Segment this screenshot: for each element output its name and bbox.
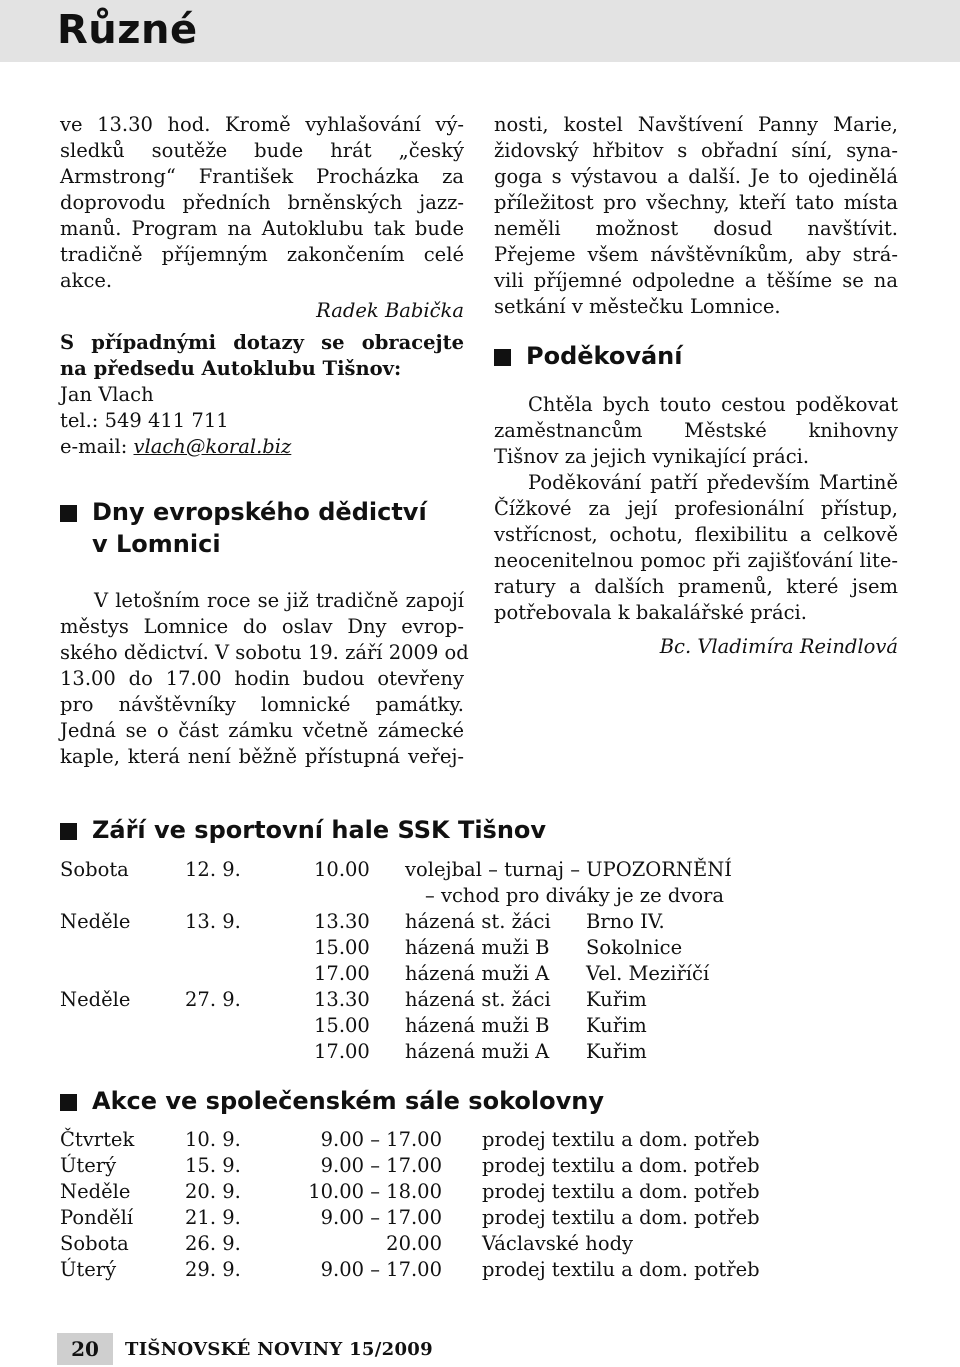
contact-tel: tel.: 549 411 711 <box>60 409 229 432</box>
contact-line: S případnými dotazy se obracejte <box>60 331 464 354</box>
page-number: 20 <box>57 1333 113 1365</box>
schedule-date: 10. 9. <box>185 1128 241 1151</box>
schedule-event: prodej textilu a dom. potřeb <box>482 1154 760 1177</box>
schedule-time <box>310 883 405 909</box>
table-row <box>60 857 766 883</box>
schedule-opponent: Kuřim <box>586 1040 647 1063</box>
schedule-date: 29. 9. <box>185 1258 241 1281</box>
schedule-time: 9.00 – 17.00 <box>320 1128 442 1151</box>
schedule-event: házená muži A <box>405 1040 550 1063</box>
contact-email-link[interactable]: vlach@koral.biz <box>133 435 292 458</box>
table-row <box>60 935 766 961</box>
schedule-time: 15.00 <box>314 936 370 959</box>
continuation-line: neměli možnost dosud navštívit. <box>494 217 898 240</box>
thanks-line: Chtěla bych touto cestou poděkovat <box>528 393 898 416</box>
thanks-line: Tišnov za jejich vynikající práci. <box>494 445 810 468</box>
article-line: doprovodu předních brněnských jazz- <box>60 191 464 214</box>
schedule-date: 15. 9. <box>185 1154 241 1177</box>
heritage-article <box>60 588 469 770</box>
continuation-line: židovský hřbitov s obřadní síní, syna- <box>494 139 898 162</box>
continuation-line: setkání v městečku Lomnice. <box>494 295 781 318</box>
heritage-line: Jedná se o část zámku včetně zámecké <box>60 719 464 742</box>
page-footer <box>57 1333 433 1365</box>
thanks-line: ratury a dalších pramenů, které jsem <box>494 575 898 598</box>
schedule-date <box>185 961 310 987</box>
schedule-spacer <box>442 1205 482 1231</box>
schedule-date <box>185 883 310 909</box>
schedule-spacer <box>442 1179 482 1205</box>
article-line: manů. Program na Autoklubu tak bude <box>60 217 464 240</box>
table-row <box>60 1179 782 1205</box>
table-row <box>60 1205 782 1231</box>
thanks-line: neocenitelnou pomoc při zajišťování lite- <box>494 549 898 572</box>
sport-schedule-table <box>60 857 766 1065</box>
thanks-heading <box>494 340 898 372</box>
heading-bullet-square <box>60 505 77 522</box>
contact-name: Jan Vlach <box>60 383 154 406</box>
schedule-day <box>60 883 185 909</box>
schedule-event: házená muži A <box>405 962 550 985</box>
schedule-day: Pondělí <box>60 1206 134 1229</box>
contact-email-line <box>60 434 464 460</box>
heritage-heading-line: Dny evropského dědictví <box>92 498 427 526</box>
schedule-spacer <box>442 1257 482 1283</box>
right-column <box>494 112 898 660</box>
thanks-line: Čížkové za její profesionální přístup, <box>494 497 898 520</box>
heading-bullet-square <box>494 349 511 366</box>
schedule-event: prodej textilu a dom. potřeb <box>482 1206 760 1229</box>
schedule-date: 26. 9. <box>185 1232 241 1255</box>
table-row <box>60 1039 766 1065</box>
schedule-date <box>185 1039 310 1065</box>
schedule-time: 15.00 <box>314 1014 370 1037</box>
article-line: Armstrong“ František Procházka za <box>60 165 464 188</box>
hall-heading-text: Akce ve společenském sále sokolovny <box>92 1087 604 1115</box>
thanks-article <box>494 392 898 660</box>
thanks-signature: Bc. Vladimíra Reindlová <box>659 635 898 658</box>
contact-email-label: e-mail: <box>60 435 134 458</box>
schedule-event: volejbal – turnaj – UPOZORNĚNÍ <box>405 858 732 881</box>
schedule-event: házená muži B <box>405 936 550 959</box>
heritage-line: pro návštěvníky lomnické památky. <box>60 693 464 716</box>
schedule-event: prodej textilu a dom. potřeb <box>482 1258 760 1281</box>
article-author: Radek Babička <box>316 299 464 322</box>
sport-heading <box>60 814 546 846</box>
thanks-line: vstřícnost, ochotu, flexibilitu a celkově <box>494 523 898 546</box>
thanks-line: potřebovala k bakalářské práci. <box>494 601 807 624</box>
heritage-continuation <box>494 112 898 320</box>
schedule-date: 13. 9. <box>185 910 241 933</box>
schedule-opponent: Kuřim <box>586 1014 647 1037</box>
heading-bullet-square <box>60 823 77 840</box>
heritage-line: 13.00 do 17.00 hodin budou otevřeny <box>60 667 464 690</box>
schedule-day: Neděle <box>60 988 131 1011</box>
schedule-time: 17.00 <box>314 1040 370 1063</box>
heritage-heading-line: v Lomnici <box>92 530 221 558</box>
thanks-line: zaměstnancům Městské knihovny <box>494 419 898 442</box>
table-row <box>60 1231 782 1257</box>
schedule-day: Sobota <box>60 858 129 881</box>
schedule-time: 9.00 – 17.00 <box>320 1154 442 1177</box>
schedule-date <box>185 1013 310 1039</box>
schedule-event: házená muži B <box>405 1014 550 1037</box>
schedule-day: Úterý <box>60 1154 117 1177</box>
schedule-event: – vchod pro diváky je ze dvora <box>425 884 724 907</box>
hall-heading <box>60 1085 604 1117</box>
schedule-spacer <box>442 1153 482 1179</box>
heritage-line: ského dědictví. V sobotu 19. září 2009 od <box>60 641 469 664</box>
schedule-event: házená st. žáci <box>405 988 551 1011</box>
schedule-day <box>60 1039 185 1065</box>
heritage-heading <box>60 496 464 560</box>
table-row <box>60 883 766 909</box>
article-line: tradičně příjemným zakončením celé <box>60 243 464 266</box>
schedule-time: 20.00 <box>386 1232 442 1255</box>
continuation-line: goga s výstavou a další. Je to ojedinělá <box>494 165 898 188</box>
autoklub-article <box>60 112 464 324</box>
heritage-line: V letošním roce se již tradičně zapojí <box>94 589 464 612</box>
schedule-time: 13.30 <box>314 988 370 1011</box>
continuation-line: příležitost pro všechny, kteří tato místa <box>494 191 898 214</box>
publication-name: TIŠNOVSKÉ NOVINY 15/2009 <box>125 1338 433 1360</box>
table-row <box>60 1153 782 1179</box>
schedule-date: 20. 9. <box>185 1180 241 1203</box>
left-column <box>60 112 469 770</box>
schedule-day: Neděle <box>60 910 131 933</box>
schedule-day <box>60 1013 185 1039</box>
section-title: Různé <box>57 7 198 53</box>
schedule-day: Neděle <box>60 1180 131 1203</box>
thanks-line: Poděkování patří především Martině <box>528 471 898 494</box>
continuation-line: Přejeme všem návštěvníkům, aby strá- <box>494 243 898 266</box>
schedule-time: 10.00 – 18.00 <box>308 1180 442 1203</box>
schedule-time: 9.00 – 17.00 <box>320 1258 442 1281</box>
contact-block <box>60 330 464 460</box>
schedule-time: 13.30 <box>314 910 370 933</box>
schedule-day: Úterý <box>60 1258 117 1281</box>
schedule-event: Václavské hody <box>482 1232 634 1255</box>
schedule-time: 17.00 <box>314 962 370 985</box>
schedule-date <box>185 935 310 961</box>
schedule-day <box>60 961 185 987</box>
thanks-heading-text: Poděkování <box>526 342 683 370</box>
heritage-line: městys Lomnice do oslav Dny evrop- <box>60 615 464 638</box>
table-row <box>60 1257 782 1283</box>
schedule-date: 21. 9. <box>185 1206 241 1229</box>
schedule-day <box>60 935 185 961</box>
table-row <box>60 987 766 1013</box>
schedule-spacer <box>442 1231 482 1257</box>
table-row <box>60 1127 782 1153</box>
article-line: akce. <box>60 269 113 292</box>
schedule-event: házená st. žáci <box>405 910 551 933</box>
table-row <box>60 1013 766 1039</box>
schedule-time: 9.00 – 17.00 <box>320 1206 442 1229</box>
schedule-opponent: Vel. Meziříčí <box>586 962 710 985</box>
schedule-day: Čtvrtek <box>60 1128 135 1151</box>
article-line: ve 13.30 hod. Kromě vyhlašování vý- <box>60 113 464 136</box>
schedule-day: Sobota <box>60 1232 129 1255</box>
contact-line: na předsedu Autoklubu Tišnov: <box>60 357 402 380</box>
schedule-event: prodej textilu a dom. potřeb <box>482 1180 760 1203</box>
continuation-line: vili příjemné odpoledne a těšíme se na <box>494 269 898 292</box>
schedule-time: 10.00 <box>314 858 370 881</box>
heritage-line: kaple, která není běžně přístupná veřej- <box>60 745 464 768</box>
heading-bullet-square <box>60 1094 77 1111</box>
table-row <box>60 961 766 987</box>
article-line: sledků soutěže bude hrát „český <box>60 139 464 162</box>
schedule-date: 27. 9. <box>185 988 241 1011</box>
hall-schedule-table <box>60 1127 782 1283</box>
schedule-date: 12. 9. <box>185 858 241 881</box>
sport-heading-text: Září ve sportovní hale SSK Tišnov <box>92 816 547 844</box>
table-row <box>60 909 766 935</box>
schedule-opponent: Kuřim <box>586 988 647 1011</box>
schedule-opponent: Sokolnice <box>586 936 683 959</box>
schedule-event: prodej textilu a dom. potřeb <box>482 1128 760 1151</box>
continuation-line: nosti, kostel Navštívení Panny Marie, <box>494 113 898 136</box>
schedule-spacer <box>442 1127 482 1153</box>
schedule-opponent: Brno IV. <box>586 910 665 933</box>
